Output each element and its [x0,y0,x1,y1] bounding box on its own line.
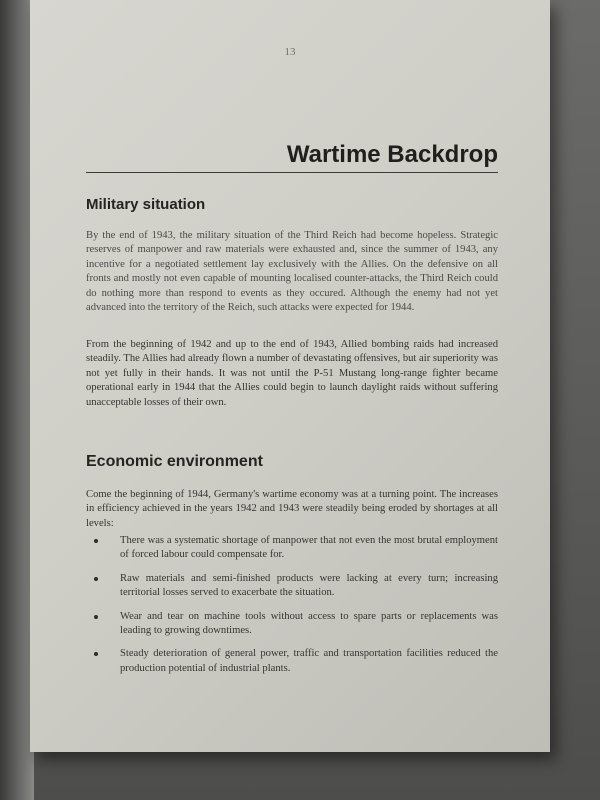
list-item [86,610,498,639]
bullet-text: Wear and tear on machine tools without access to spare parts or replacements was leading to growing downtimes. [120,610,498,637]
list-item [86,572,498,601]
bullet-icon [94,539,98,543]
book-spine-shadow [0,0,34,800]
bullet-text: There was a systematic shortage of manpower that not even the most brutal employment of forced labour could compensate for. [120,535,498,561]
page-number: 13 [284,46,296,58]
bullet-text: Raw materials and semi-finished products were lacking at every turn; increasing territorial losses served to exacerbate the situation. [120,572,498,599]
title-rule [86,172,498,173]
bullet-icon [94,615,98,619]
paragraph-military-1: By the end of 1943, the military situation of the Third Reich had become hopeless. Strategic reserves of manpower and raw materials were exhausted and, since the summer of 1943, any incentive for a negotiated settlement lay exclusively with the Allies. On the defensive on all fronts and mostly not even capable of mounting localised counter-attacks, the Third Reich could do nothing more than respond to events as they occured. Although the enemy had not yet advanced into the territory of the Reich, such attacks were expected for 1944. [86,230,498,314]
bullet-icon [94,652,98,656]
list-item [86,534,498,563]
bullet-icon [94,577,98,581]
bullet-list [86,534,498,685]
list-item [86,647,498,676]
chapter-title: Wartime Backdrop [286,141,498,168]
bullet-text: Steady deterioration of general power, traffic and transportation facilities reduced the production potential of industrial plants. [120,648,498,674]
paragraph-military-2: From the beginning of 1942 and up to the end of 1943, Allied bombing raids had increased steadily. The Allies had already flown a number of devastating offensives, but air superiority was not yet fully in their hands. It was not until the P-51 Mustang long-range fighter became operational early in 1944 that the Allies could begin to launch daylight raids without suffering unacceptable losses of their own. [86,339,498,408]
section-heading-economic: Economic environment [86,453,263,470]
paragraph-economic-1: Come the beginning of 1944, Germany's wartime economy was at a turning point. The increases in efficiency achieved in the years 1942 and 1943 were steadily being eroded by shortages at all levels: [86,489,498,529]
section-heading-military: Military situation [86,196,206,213]
book-page [30,0,550,752]
